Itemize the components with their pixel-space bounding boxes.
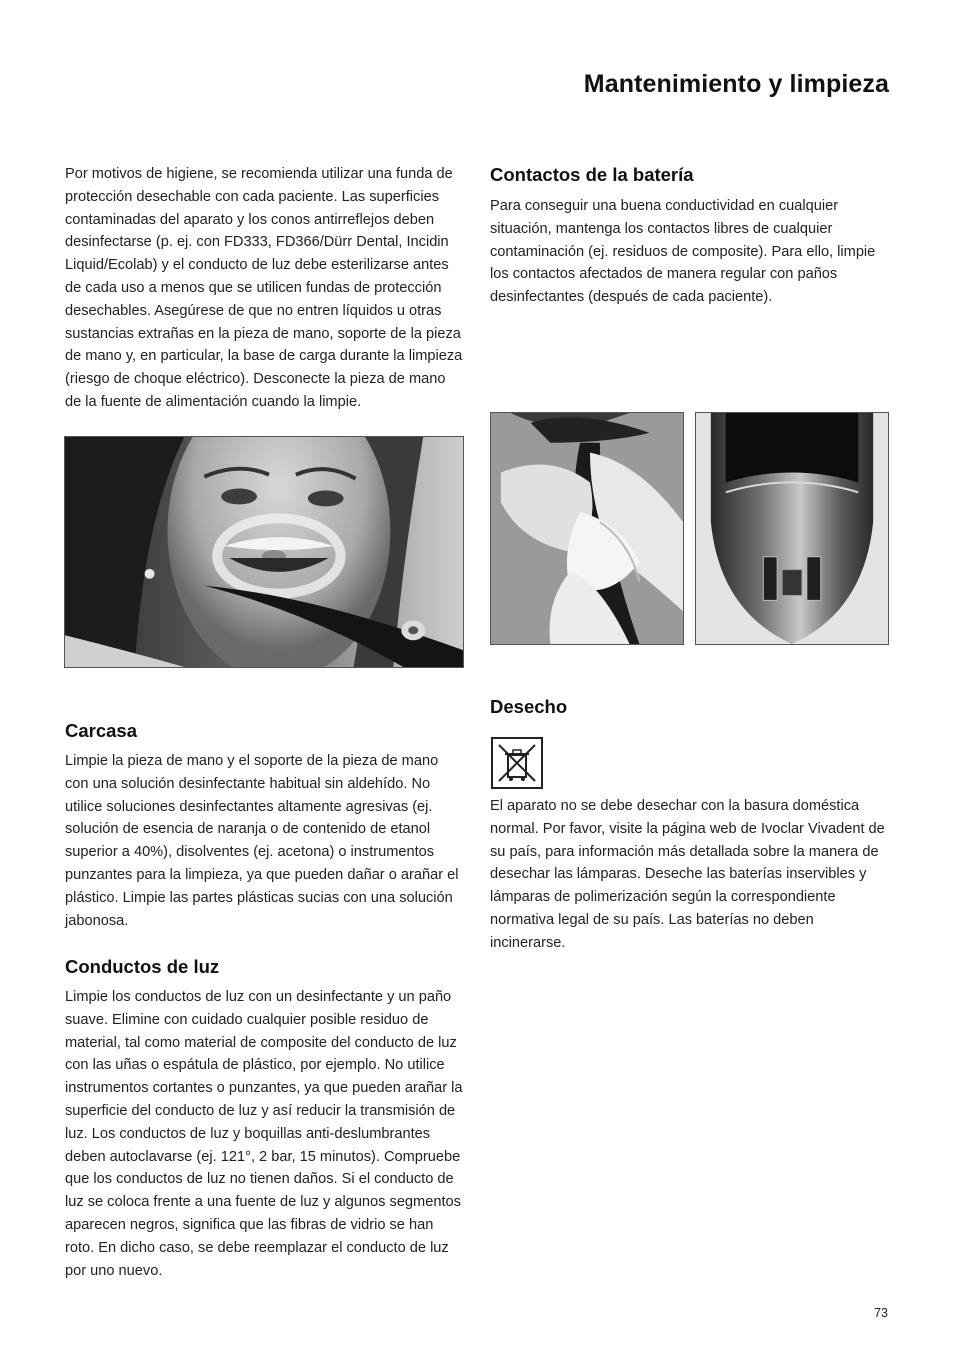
wiping-photo <box>490 412 684 645</box>
intro-paragraph: Por motivos de higiene, se recomienda utilizar una funda de protección desechable con cada paciente. Las superficies contaminadas del aparato y los conos antirreflejos deben desinfectarse (p. ej. con FD333, FD366/Dürr Dental, Incidin Liquid/Ecolab) y el conducto de luz debe esterilizarse antes de cada uso a menos que se utilicen fundas de protección desechables. Asegúrese de que no entren líquidos u otras sustancias extrañas en la pieza de mano, soporte de la pieza de mano y, en particular, la base de carga durante la limpieza (riesgo de choque eléctrico). Desconecte la pieza de mano de la fuente de alimentación cuando la limpie. <box>65 166 463 410</box>
disposal-paragraph: El aparato no se debe desechar con la basura doméstica normal. Por favor, visite la página web de Ivoclar Vivadent de su país, para información más detallada sobre la manera de desechar las lámparas. Deseche las baterías inservibles y lámparas de polimerización según la correspondiente normativa legal de su país. Las baterías no deben incinerarse. <box>490 798 885 951</box>
disposal-heading: Desecho <box>490 696 568 717</box>
housing-heading: Carcasa <box>65 720 138 741</box>
battery-contacts-photo <box>695 412 889 645</box>
housing-paragraph: Limpie la pieza de mano y el soporte de la pieza de mano con una solución desinfectante habitual sin aldehído. No utilice soluciones desinfectantes altamente agresivas (ej. solución de esencia de naranja o de contenido de etanol superior a 40%), disolventes (ej. acetona) o instrumentos punzantes para la limpieza, ya que pueden dañar o arañar el plástico. Limpie las partes plásticas sucias con una solución jabonosa. <box>65 753 459 929</box>
lightguide-paragraph: Limpie los conductos de luz con un desinfectante y un paño suave. Elimine con cuidado cualquier posible residuo de material, tal como material de composite del conducto de luz con las uñas o espátula de plástico, por ejemplo. No utilice instrumentos cortantes o punzantes, ya que pueden arañar la superficie del conducto de luz y así reducir la transmisión de luz. Los conductos de luz y boquillas anti-deslumbrantes deben autoclavarse (ej. 121°, 2 bar, 15 minutos). Compruebe que los conductos de luz no tienen daños. Si el conducto de luz se coloca frente a una fuente de luz y algunos segmentos aparecen negros, significa que las fibras de vidrio se han roto. En dicho caso, se debe reemplazar el conducto de luz por uno nuevo. <box>65 989 463 1279</box>
battery-heading: Contactos de la batería <box>490 164 694 185</box>
patient-photo <box>64 436 464 668</box>
crossed-bin-icon <box>491 737 543 789</box>
battery-paragraph: Para conseguir una buena conductividad en cualquier situación, mantenga los contactos libres de cualquier contaminación (ej. residuos de composite). Para ello, limpie los contactos afectados de manera regular con paños desinfectantes (después de cada paciente). <box>490 198 876 306</box>
lightguide-heading: Conductos de luz <box>65 956 220 977</box>
page-number: 73 <box>874 1306 888 1320</box>
page-title: Mantenimiento y limpieza <box>583 70 889 98</box>
